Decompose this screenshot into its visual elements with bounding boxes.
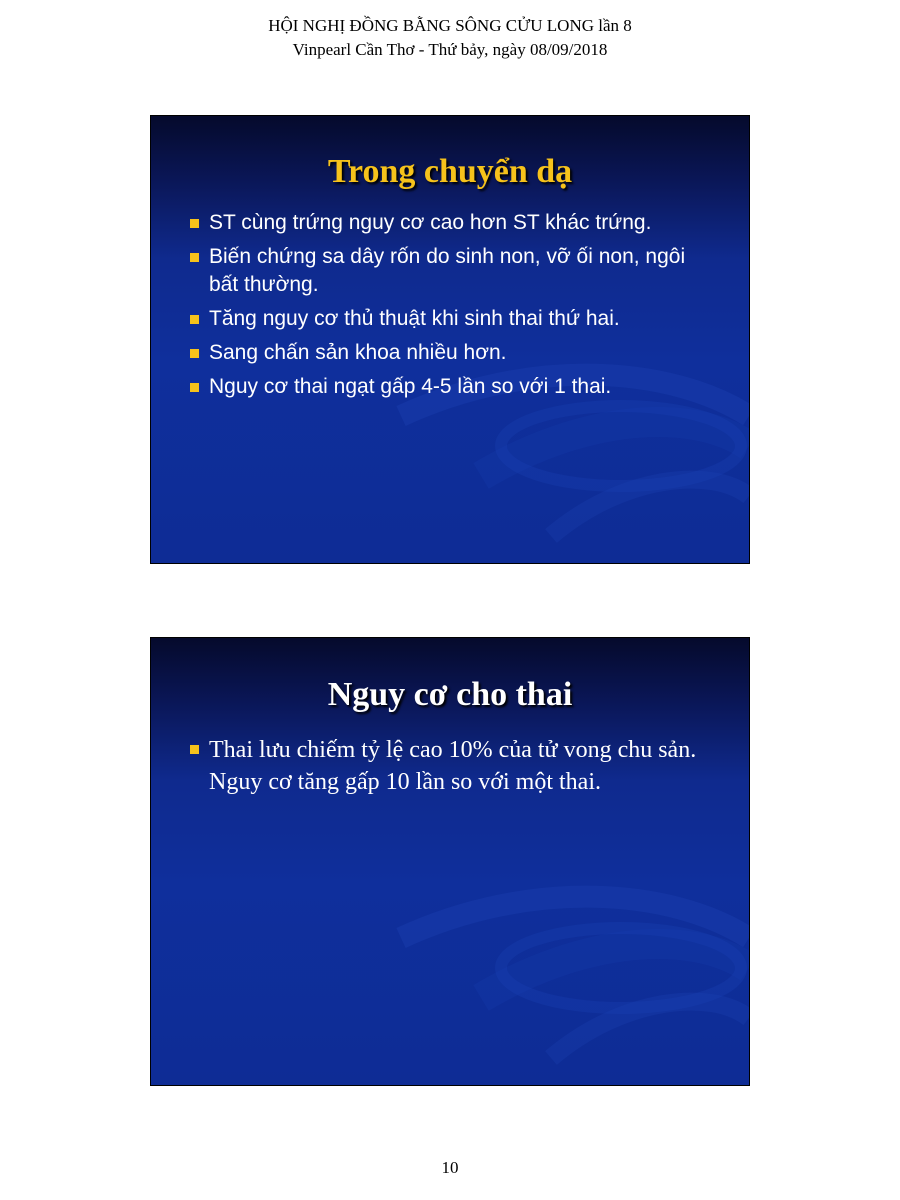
slide-nguy-co-cho-thai [150, 637, 750, 1086]
square-bullet-icon [190, 253, 199, 262]
bullet-text: Tăng nguy cơ thủ thuật khi sinh thai thứ hai. [209, 307, 620, 330]
bullet-list [151, 209, 709, 407]
bullet-item [151, 373, 709, 401]
bullet-item [151, 243, 709, 299]
bullet-text: ST cùng trứng nguy cơ cao hơn ST khác trứng. [209, 211, 652, 234]
bullet-text: Sang chấn sản khoa nhiều hơn. [209, 341, 507, 364]
header-conference-title: HỘI NGHỊ ĐỒNG BẰNG SÔNG CỬU LONG lần 8 [268, 16, 632, 35]
page-number: 10 [441, 1158, 459, 1177]
square-bullet-icon [190, 383, 199, 392]
bullet-item [151, 339, 709, 367]
bullet-text: Thai lưu chiếm tỷ lệ cao 10% của tử vong chu sản. Nguy cơ tăng gấp 10 lần so với một thai. [209, 737, 697, 795]
square-bullet-icon [190, 349, 199, 358]
slide-title: Trong chuyển dạ [327, 153, 573, 190]
bullet-list [151, 734, 709, 804]
bullet-text: Nguy cơ thai ngạt gấp 4-5 lần so với 1 thai. [209, 375, 612, 398]
square-bullet-icon [190, 219, 199, 228]
bullet-item [151, 305, 709, 333]
bullet-item [151, 734, 709, 798]
slide-trong-chuyen-da [150, 115, 750, 564]
slide-title: Nguy cơ cho thai [327, 676, 573, 713]
page-header [0, 14, 900, 62]
square-bullet-icon [190, 745, 199, 754]
square-bullet-icon [190, 315, 199, 324]
bullet-text: Biến chứng sa dây rốn do sinh non, vỡ ối non, ngôi bất thường. [209, 245, 686, 296]
bullet-item [151, 209, 709, 237]
header-venue-date: Vinpearl Cần Thơ - Thứ bảy, ngày 08/09/2018 [292, 40, 608, 59]
